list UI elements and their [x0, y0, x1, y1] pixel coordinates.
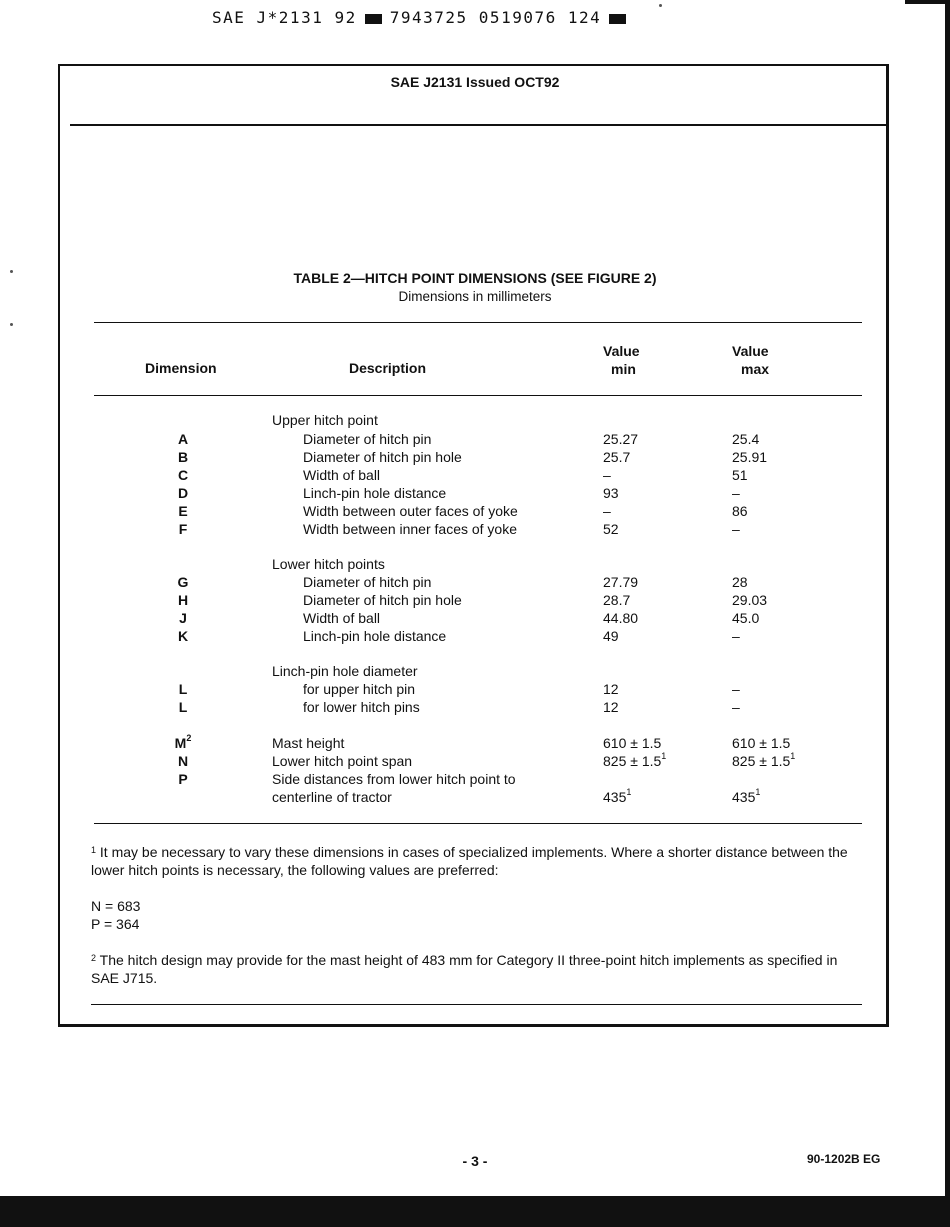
value-text: 825 ± 1.5 — [732, 753, 791, 769]
row-value-min — [603, 467, 611, 483]
row-value-max — [732, 753, 795, 769]
value-text: 25.7 — [603, 449, 631, 465]
header-dimension: Dimension — [145, 360, 217, 376]
row-dimension-code — [168, 753, 198, 769]
value-text: 93 — [603, 485, 619, 501]
scan-edge — [905, 0, 950, 4]
value-text: 27.79 — [603, 574, 639, 590]
footnote-p-value: P = 364 — [91, 916, 140, 932]
row-value-max — [732, 574, 748, 590]
row-value-max — [732, 521, 740, 537]
row-dimension-code — [168, 628, 198, 644]
value-text: 29.03 — [732, 592, 768, 608]
value-text: 825 ± 1.5 — [603, 753, 662, 769]
redaction-block — [609, 14, 626, 24]
row-dimension-code — [168, 485, 198, 501]
value-text: – — [732, 628, 740, 644]
table-top-rule — [94, 322, 862, 323]
value-text: 12 — [603, 681, 619, 697]
row-value-min — [603, 753, 666, 769]
value-text: – — [732, 699, 740, 715]
dimension-letter: D — [177, 485, 189, 501]
row-value-min — [603, 503, 611, 519]
row-dimension-code — [168, 610, 198, 626]
row-dimension-code — [168, 503, 198, 519]
footnote-1 — [91, 843, 863, 879]
group-heading: centerline of tractor — [272, 789, 392, 805]
row-value-max — [732, 467, 748, 483]
value-text: 435 — [732, 789, 756, 805]
value-text: – — [732, 521, 740, 537]
row-value-min — [603, 574, 638, 590]
row-value-min — [603, 681, 619, 697]
value-text: 49 — [603, 628, 619, 644]
row-value-min — [603, 592, 630, 608]
value-text: 28.7 — [603, 592, 631, 608]
row-dimension-code — [168, 771, 198, 787]
row-value-max — [732, 592, 767, 608]
group-heading: Linch-pin hole diameter — [272, 663, 418, 679]
value-text: 44.80 — [603, 610, 639, 626]
row-value-min — [603, 735, 661, 751]
row-description: Diameter of hitch pin hole — [303, 592, 462, 608]
row-dimension-code — [168, 735, 198, 751]
row-description: Width between inner faces of yoke — [303, 521, 518, 537]
row-description: for upper hitch pin — [303, 681, 416, 697]
page-number: - 3 - — [462, 1153, 488, 1169]
footnote-1-text: It may be necessary to vary these dimensions in cases of specialized implements. Where a shorter distance between the lower hitch points is necessary, the following values are preferred: — [91, 844, 848, 878]
row-value-max — [732, 699, 740, 715]
row-value-min — [603, 699, 619, 715]
header-min: min — [611, 361, 636, 377]
row-value-max — [732, 681, 740, 697]
dimension-letter: H — [177, 592, 189, 608]
header-value-max-top: Value — [732, 343, 769, 359]
scan-bottom-edge — [0, 1196, 950, 1227]
value-text: 25.27 — [603, 431, 639, 447]
table-title: TABLE 2—HITCH POINT DIMENSIONS (SEE FIGURE 2) — [293, 270, 657, 286]
dimension-letter: K — [177, 628, 189, 644]
footnote-2 — [91, 951, 863, 987]
row-description: Diameter of hitch pin hole — [303, 449, 462, 465]
value-footnote-ref: 1 — [661, 751, 667, 761]
table-subtitle: Dimensions in millimeters — [398, 289, 552, 304]
footnote-1-mark: 1 — [91, 845, 97, 855]
value-text: 45.0 — [732, 610, 760, 626]
group-heading: Lower hitch points — [272, 556, 385, 572]
row-value-max — [732, 431, 759, 447]
scan-header-left: SAE J*2131 92 — [212, 8, 357, 27]
header-value-min-top: Value — [603, 343, 640, 359]
row-description: Diameter of hitch pin — [303, 574, 432, 590]
value-text: 435 — [603, 789, 627, 805]
row-description: Width between outer faces of yoke — [303, 503, 518, 519]
footnote-n-value: N = 683 — [91, 898, 141, 914]
group-heading: Upper hitch point — [272, 412, 378, 428]
row-value-max — [732, 449, 767, 465]
value-text: 610 ± 1.5 — [732, 735, 791, 751]
table-header-rule — [94, 395, 862, 396]
value-footnote-ref: 1 — [790, 751, 796, 761]
row-value-max — [732, 735, 790, 751]
row-value-min — [603, 628, 619, 644]
row-value-min — [603, 449, 630, 465]
value-text: 610 ± 1.5 — [603, 735, 662, 751]
scan-speck — [659, 4, 662, 7]
row-description: Width of ball — [303, 467, 381, 483]
value-footnote-ref: 1 — [755, 787, 761, 797]
scan-speck — [10, 323, 13, 326]
value-text: – — [732, 485, 740, 501]
row-value-max — [732, 503, 748, 519]
row-dimension-code — [168, 592, 198, 608]
value-text: 12 — [603, 699, 619, 715]
row-value-min — [603, 431, 638, 447]
row-dimension-code — [168, 449, 198, 465]
value-text: – — [732, 681, 740, 697]
scan-header-right: 7943725 0519076 124 — [389, 8, 602, 27]
dimension-letter: L — [178, 681, 188, 697]
row-description: Linch-pin hole distance — [303, 628, 447, 644]
row-dimension-code — [168, 431, 198, 447]
row-value-max — [732, 628, 740, 644]
group-heading: Side distances from lower hitch point to — [272, 771, 516, 787]
dimension-letter: C — [177, 467, 189, 483]
row-value-min — [603, 521, 619, 537]
row-value-max — [732, 485, 740, 501]
row-dimension-code — [168, 467, 198, 483]
dimension-letter: B — [177, 449, 189, 465]
footnote-2-text: The hitch design may provide for the mast height of 483 mm for Category II three-point hitch implements as specified in SAE J715. — [91, 952, 838, 986]
value-text: – — [603, 503, 611, 519]
value-text: 52 — [603, 521, 619, 537]
dimension-letter: F — [178, 521, 188, 537]
dimension-footnote-ref: 2 — [186, 733, 192, 743]
value-footnote-ref: 1 — [626, 787, 632, 797]
value-text: – — [603, 467, 611, 483]
footnote-bottom-rule — [91, 1004, 862, 1005]
value-text: 25.4 — [732, 431, 760, 447]
value-text: 86 — [732, 503, 748, 519]
row-value-min — [603, 789, 631, 805]
page-frame — [58, 64, 889, 1027]
row-value-max — [732, 789, 760, 805]
dimension-letter: M — [174, 735, 187, 751]
row-dimension-code — [168, 521, 198, 537]
table-bottom-rule — [94, 823, 862, 824]
dimension-letter: J — [179, 610, 187, 626]
row-dimension-code — [168, 699, 198, 715]
dimension-letter: L — [178, 699, 188, 715]
dimension-letter: P — [178, 771, 188, 787]
dimension-letter: A — [177, 431, 189, 447]
value-text: 51 — [732, 467, 748, 483]
scan-header — [212, 8, 634, 27]
footnote-2-mark: 2 — [91, 953, 97, 963]
row-dimension-code — [168, 681, 198, 697]
header-max: max — [741, 361, 770, 377]
row-description: Diameter of hitch pin — [303, 431, 432, 447]
group-heading: Lower hitch point span — [272, 753, 413, 769]
row-value-max — [732, 610, 759, 626]
value-text: 25.91 — [732, 449, 768, 465]
row-dimension-code — [168, 574, 198, 590]
row-value-min — [603, 610, 638, 626]
document-title: SAE J2131 Issued OCT92 — [390, 74, 560, 90]
dimension-letter: G — [177, 574, 189, 590]
dimension-letter: E — [178, 503, 188, 519]
row-description: for lower hitch pins — [303, 699, 420, 715]
row-value-min — [603, 485, 619, 501]
document-id: 90-1202B EG — [807, 1152, 881, 1166]
row-description: Width of ball — [303, 610, 381, 626]
redaction-block — [365, 14, 382, 24]
dimension-letter: N — [177, 753, 189, 769]
header-description: Description — [349, 360, 427, 376]
group-heading: Mast height — [272, 735, 345, 751]
scan-edge — [945, 0, 950, 1200]
value-text: 28 — [732, 574, 748, 590]
row-description: Linch-pin hole distance — [303, 485, 447, 501]
